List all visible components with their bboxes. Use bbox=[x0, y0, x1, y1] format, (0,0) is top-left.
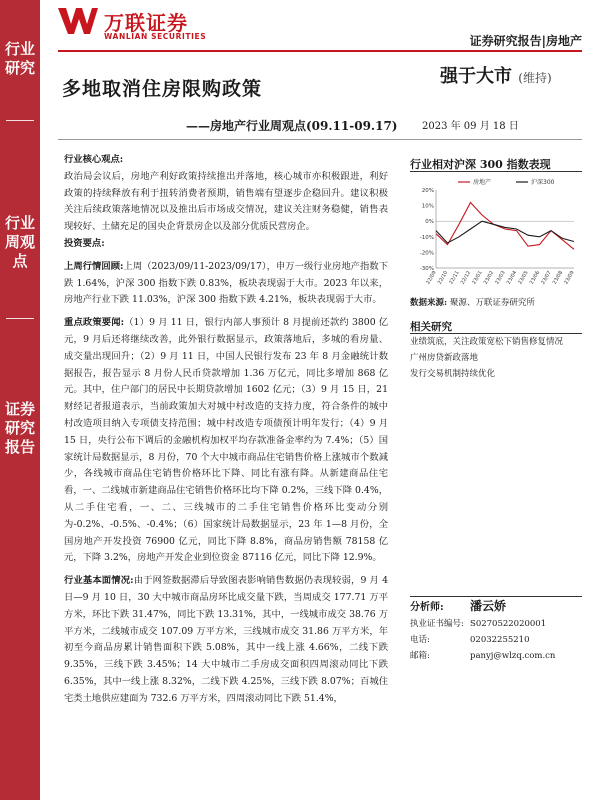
source-label: 数据来源: bbox=[410, 298, 448, 308]
policy-text: （1）9 月 11 日，银行内部人事预计 8 月提前还款约 3800 亿元，9 月后还将继续改善，此外银行数据显示，政策落地后，多城的看房量、成交量出现回升；（2）9 月 11 日，中国人民银行发布 23 年 8 月金融统计数据报告，报告显示 8 月份人民币贷款增加 1.36 万亿元，同比多增加 868 亿元。其中，住户部门的居民中长期贷款增加 1602 亿元；（3）9 月 15 日，21 财经记者报道表示，当前政策加大对城中村改造的支持力度，符合条件的城中村改造项目纳入专项债支持范围；城中村改造专项债预计明年发行；（4）9 月 15 日，央行公布下调后的金融机构加权平均存款准备金率约为 7.4%；（5）国家统计局数据显示，8 月份，70 个大中城市商品住宅销售价格上涨城市个数减少，各线城市商品住宅销售价格环比下降、同比有涨有降。从新建商品住宅看，一、二线城市新建商品住宅销售价格环比均下降 0.2%，三线下降 0.4%，从二手住宅看，一、二、三线城市的二手住宅销售价格环比变动分别为-0.2%、-0.5%、-0.4%；（6）国家统计局数据显示，23 年 1—8 月份，全国房地产开发投资 76900 亿元，同比下降 8.8%，商品房销售额 78158 亿元，下降 3.2%，房地产开发企业到位资金 87116 亿元，同比下降 12.9%。 bbox=[64, 317, 389, 564]
x-tick-label: 22/11 bbox=[448, 270, 461, 286]
sidebar-divider bbox=[6, 318, 34, 319]
report-type: 证券研究报告|房地产 bbox=[469, 34, 582, 48]
analyst-rule bbox=[410, 596, 582, 597]
fund-text: 由于网签数据滞后导致图表影响销售数据仍表现较弱，9 月 4 日—9 月 10 日，30 大中城市商品房环比成交量下跌，当周成交 177.71 万平方米，环比下跌 31.47%，同比下跌 13.31%，其中，一线城市成交 38.76 万平方米，二线城市成交 107.09 万平方米，三线城市成交 31.86 万平方米，年初至今商品房累计销售面积下跌 5.08%，其中一线上涨 4.66%，二线下跌 9.35%，三线下跌 3.45%；14 大中城市二手房成交面积四周滚动同比下跌 6.35%，其中一线上涨 8.32%，二线下跌 4.25%，三线下跌 8.07%；百城住宅类土地供应建面为 732.6 万平方米，四周滚动同比下跌 51.4%， bbox=[64, 575, 388, 704]
rating bbox=[440, 62, 552, 88]
sidebar-label-weekly-view: 行业周观点 bbox=[4, 214, 35, 270]
x-tick-label: 23/01 bbox=[471, 270, 484, 286]
fundamentals bbox=[64, 573, 388, 707]
related-heading: 相关研究 bbox=[410, 321, 452, 333]
sidebar-label-securities-report: 证券研究报告 bbox=[4, 400, 35, 456]
related-item[interactable]: 广州房贷新政落地 bbox=[410, 353, 479, 363]
report-subtitle: ——房地产行业周观点(09.11-09.17) bbox=[186, 119, 398, 133]
main-body bbox=[64, 152, 388, 708]
brand-logo-icon bbox=[58, 8, 98, 34]
y-tick-label: -10% bbox=[419, 234, 434, 241]
x-tick-label: 22/12 bbox=[459, 270, 473, 286]
phone-label: 电话: bbox=[410, 635, 430, 645]
x-tick-label: 23/08 bbox=[551, 270, 565, 286]
sidebar-label-industry-research: 行业研究 bbox=[4, 40, 35, 77]
report-date: 2023 年 09 月 18 日 bbox=[422, 121, 519, 132]
related-item[interactable]: 发行交易机制持续优化 bbox=[410, 369, 496, 379]
x-tick-label: 23/06 bbox=[528, 270, 542, 286]
y-tick-label: 0% bbox=[425, 219, 434, 226]
source-text: 聚源、万联证券研究所 bbox=[449, 298, 535, 308]
series-line bbox=[436, 203, 574, 250]
x-tick-label: 23/02 bbox=[482, 270, 496, 286]
license-number: S0270522020001 bbox=[470, 619, 547, 629]
y-tick-label: -30% bbox=[419, 266, 434, 272]
chart-title-rule bbox=[410, 171, 582, 172]
sidebar-divider bbox=[6, 120, 34, 121]
chart-title: 行业相对沪深 300 指数表现 bbox=[410, 158, 551, 171]
related-list bbox=[410, 334, 563, 382]
market-text: 上周（2023/09/11-2023/09/17），申万一级行业房地产指数下跌 1.64%，沪深 300 指数下跌 0.83%，板块表现弱于大市。2023 年以来，房地产行业下跌 11.03%，沪深 300 指数下跌 4.21%，板块表现弱于大市。 bbox=[64, 260, 388, 306]
performance-chart bbox=[410, 174, 580, 292]
market-review bbox=[64, 259, 388, 309]
x-tick-label: 23/04 bbox=[505, 270, 519, 286]
data-source bbox=[410, 296, 535, 308]
x-tick-label: 22/09 bbox=[425, 270, 438, 286]
y-tick-label: -20% bbox=[419, 250, 434, 257]
fund-label: 行业基本面情况: bbox=[64, 575, 134, 587]
legend-label: 沪深300 bbox=[531, 179, 555, 186]
title-rule bbox=[58, 139, 582, 140]
rating-main: 强于大市 bbox=[440, 66, 512, 87]
report-title: 多地取消住房限购政策 bbox=[62, 78, 263, 100]
related-item[interactable]: 业绩筑底，关注政策宽松下销售修复情况 bbox=[410, 337, 564, 347]
analyst-block bbox=[410, 598, 555, 664]
analyst-name: 潘云娇 bbox=[470, 599, 507, 613]
phone-number: 02032255210 bbox=[470, 635, 530, 645]
market-label: 上周行情回顾: bbox=[64, 260, 124, 272]
email-label: 邮箱: bbox=[410, 651, 430, 661]
core-heading: 行业核心观点: bbox=[64, 154, 124, 165]
license-label: 执业证书编号: bbox=[410, 619, 464, 629]
x-tick-label: 23/05 bbox=[517, 270, 530, 286]
email-link[interactable]: panyj@wlzq.com.cn bbox=[470, 651, 556, 661]
invest-heading: 投资要点: bbox=[64, 237, 105, 249]
rating-sub: (维持) bbox=[518, 71, 552, 85]
x-tick-label: 22/10 bbox=[436, 270, 450, 286]
x-tick-label: 23/03 bbox=[494, 270, 507, 286]
core-text: 政治局会议后，房地产利好政策持续推出并落地，核心城市亦积极跟进，利好政策的持续释放有利于扭转消费者预期，销售端有望逐步企稳回升。建议积极关注后续政策落地情况以及推出后市场成交情况，建议关注财务稳健，销售表现较好、土储充足的国央企背景房企以及部分优质民营房企。 bbox=[64, 170, 388, 233]
brand-name-en: WANLIAN SECURITIES bbox=[104, 32, 207, 41]
legend-label: 房地产 bbox=[473, 179, 492, 186]
series-line bbox=[436, 221, 574, 243]
policy-news bbox=[64, 315, 388, 567]
y-tick-label: 20% bbox=[421, 188, 434, 194]
x-tick-label: 23/09 bbox=[563, 270, 576, 286]
y-tick-label: 10% bbox=[421, 203, 434, 210]
policy-label: 重点政策要闻: bbox=[64, 317, 125, 329]
header-rule bbox=[58, 50, 582, 52]
x-tick-label: 23/07 bbox=[540, 270, 553, 286]
brand-name-cn: 万联证券 bbox=[104, 11, 188, 35]
analyst-label: 分析师: bbox=[410, 602, 444, 613]
